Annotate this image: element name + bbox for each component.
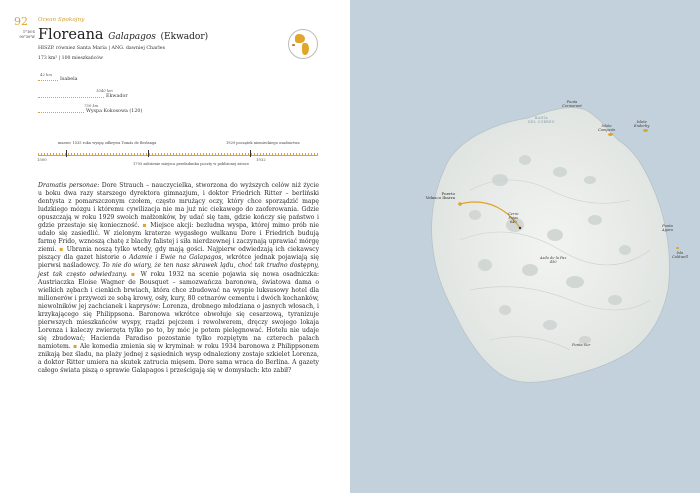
area-population: 173 km² | 100 mieszkańców — [38, 56, 103, 61]
timeline-ticks — [38, 153, 318, 156]
alt-names: HISZP. równiez Santa Maria | ANG. dawniej Charles — [38, 46, 166, 51]
distance-line-isabela — [38, 80, 58, 81]
body-paragraph-5: Ale komedia zmienia się w kryminał: w roku 1934 baronowa z Philippsonem znikają bez śladu, na plaży jednej z sąsiednich wysp odnaleziony zostaje szkielet Lorenza, a doktor Ritter umiera na skutek zatrucia mięsem. Dore sama wraca do Berlina. A gazety całego świata piszą o sprawie Galapagos i prześcigają się w domysłach: kto zabił? — [38, 342, 320, 375]
bullet-icon: ▪ — [130, 270, 137, 278]
distance-place-ekwador: Ekwador — [106, 94, 128, 99]
body-paragraph-1: Dore Strauch – nauczycielka, stworzona do wyższych celów niż życie u boku dwa razy starszego dyrektora gimnazjum, i doktor Friedrich Ritter – berliński dentysta z pomarszczonym czołem, często mrużący oczy, który chce sporządzić mapę ludzkiego mózgu i któremu cywilizacja nie ma już nic ciekawego do zaoferowania. Gdzie opuszczają w roku 1929 swoich małżonków, by udać się tam, gdzie kończy się państwo i gdzie przestaje się konieczność. — [38, 182, 319, 230]
distance-place-kokosowa: Wyspa Kokosowa (120) — [86, 109, 143, 114]
islet-caldwell — [676, 247, 679, 249]
map-label-isla-gardner: Islote Enderby — [634, 120, 650, 129]
article-body — [38, 182, 319, 375]
globe-locator-icon — [288, 29, 318, 59]
distance-km-kokosowa: 750 km — [84, 103, 99, 108]
distance-km-isabela: 42 km — [40, 72, 52, 77]
map-label-cerro-pajas: Cerro Pajas 640 — [508, 212, 519, 225]
bullet-icon: ▪ — [73, 342, 78, 350]
timeline-note-1793: 1793 założenie miejsca przeładunku poczty w pobliżonej zatoce — [133, 162, 250, 166]
body-paragraph-2: Miejsce akcji: bezludna wyspa, której mimo prób nie udało się zasiedlić. W zielonym kraterze wygasłego wulkanu Dore i Friedrich budują farmę Frido, wznoszą chatę z blachy falistej i siła nierdzewnej i zaczynają uprawiać mórgę ziemi. — [38, 222, 319, 254]
distance-place-isabela: Isabela — [60, 77, 78, 82]
timeline-mark-1793 — [148, 150, 149, 157]
history-timeline — [38, 141, 318, 171]
timeline-note-1535: marzec 1535 roku wyspę odkrywa Tomás de Berlanga — [58, 141, 157, 145]
map-label-asilo: Asilo de la Paz 450 — [540, 256, 567, 265]
map-label-islote-campeon: Islote Campeón — [598, 124, 616, 133]
distance-line-kokosowa — [38, 112, 84, 113]
map-label-punta-sur: Punta Sur — [572, 343, 591, 347]
distance-chart — [38, 70, 318, 125]
timeline-note-1929: 1929 początek niemieckiego osadnictwa — [226, 141, 300, 145]
timeline-year-start: 1500 — [37, 157, 47, 162]
island-map — [350, 0, 700, 493]
map-label-punta-cormorant: Punta Cormorant — [562, 100, 582, 109]
body-paragraph-3b: wkrótce jednak pojawiają się pierwsi naśladowcy. — [38, 254, 320, 270]
title-country: (Ekwador) — [160, 32, 209, 42]
coordinates — [10, 30, 35, 39]
map-page — [350, 0, 700, 493]
distance-km-ekwador: 1040 km — [96, 88, 113, 93]
latitude: 1°16'S — [22, 30, 35, 34]
timeline-year-end: 1932 — [256, 157, 266, 162]
bullet-icon: ▪ — [142, 222, 148, 230]
page-number: 92 — [14, 15, 28, 28]
body-paragraph-4: W roku 1932 na scenie pojawia się nowa osadniczka: Austriaczka Eloise Wagner de Bousquet – samozwańcza baronowa, światowa dama o wielkich zębach i cienkich brwiach, która chce zbudować na wyspie luksusowy hotel dla milionerów i przywozi ze sobą krowy, osły, kury, 80 cetnarów cementu i dwóch kochanków, niewolników jej zachcianek i kaprysów: Lorenza, drobnego młodziana o jasnych włosach, i krzykającego się Philippsona. Baronowa wkrótce obwołuje się cesarzową, tyranizuje pierwszych mieszkańców wyspy, rządzi pejczem i rewolwerem, dręczy swojego lokaja Lorenza i kaleczy zwierzęta tylko po to, by móc je potem pielęgnować. Hotelu nie udaje się zbudować; Hacienda Paradiso pozostanie tylko rozpiętym na czterech palach namiotem. — [38, 270, 320, 350]
map-label-punta-agora: Punta Agora — [662, 224, 673, 233]
map-label-isla-caldwell: Isla Caldwell — [672, 251, 688, 260]
map-label-puerto-velasco: Puerto Velasco Ibarra — [425, 191, 455, 201]
map-label-bahia: BAHÍA DEL CORREO — [528, 116, 555, 125]
title-main: Floreana — [38, 27, 104, 43]
bullet-icon: ▪ — [59, 246, 64, 254]
timeline-mark-1929 — [250, 150, 251, 157]
longitude: 90°30'W — [19, 34, 35, 39]
islet-campeon — [608, 133, 613, 136]
ocean-name: Ocean Spokojny — [38, 17, 85, 23]
island-title — [38, 27, 208, 43]
islet-enderby — [643, 129, 648, 132]
title-sub: Galapagos — [108, 32, 156, 42]
body-emphasis-2: To nie do wiary, że ten nasz skrawek lądu, choć tak trudno dostępny, jest tak często odwiedzany. — [38, 262, 320, 278]
timeline-mark-1535 — [66, 150, 67, 157]
body-lead: Dramatis personae: — [38, 182, 100, 189]
body-emphasis-1: Adamie i Ewie na Galapagos, — [129, 254, 224, 262]
distance-line-ekwador — [38, 97, 104, 98]
body-paragraph-3: Ubrania noszą tylko wtedy, gdy mają gości. Najpierw odwiedzają ich ciekawscy piszący dla gazet historie o — [38, 246, 320, 262]
